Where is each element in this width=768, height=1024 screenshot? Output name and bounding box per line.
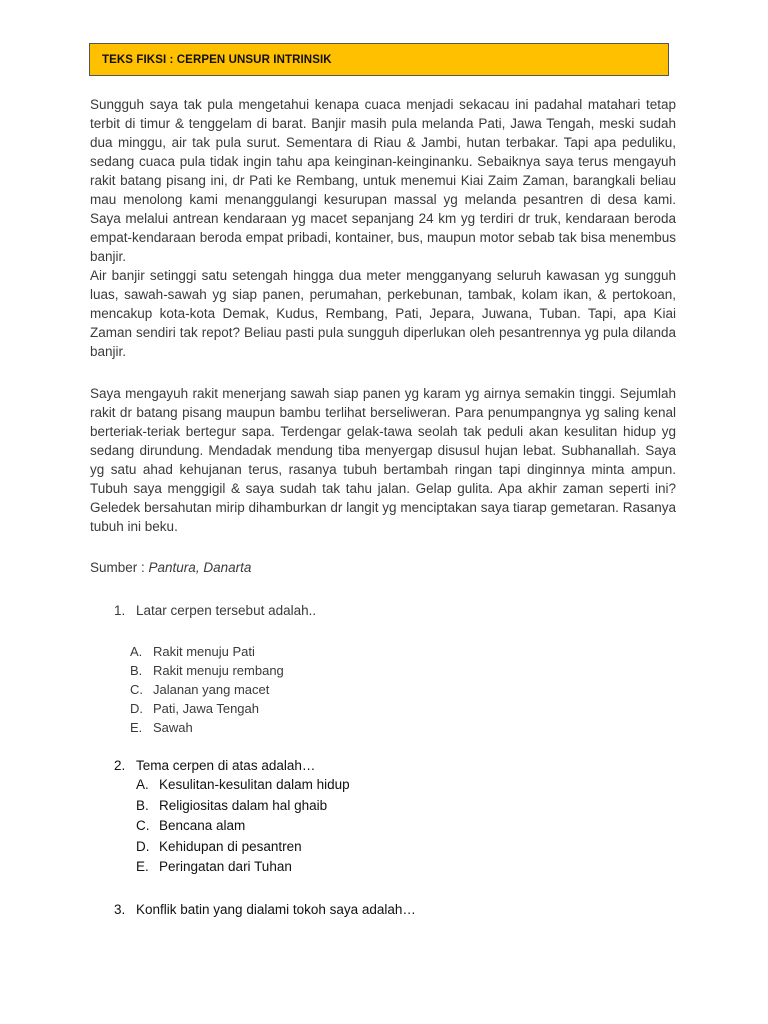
option-letter: C.: [130, 682, 143, 697]
option-letter: D.: [130, 701, 143, 716]
story-paragraph-3: Saya mengayuh rakit menerjang sawah siap panen yg karam yg airnya semakin tinggi. Sejumlah rakit dr batang pisang maupun bambu terlihat berseliweran. Para penumpangnya yg saling kenal berteriak-teriak bertegur sapa. Terdengar gelak-tawa seolah tak peduli akan kesulitan hidup yg sedang dirundung. Mendadak mendung tiba menyergap disusul hujan lebat. Subhanallah. Saya yg satu ahad kehujanan terus, rasanya tubuh bertambah ringan tapi dinginnya minta ampun. Tubuh saya menggigil & saya sudah tak tahu jalan. Gelap gulita. Apa akhir zaman seperti ini? Geledek bersahutan mirip dihamburkan dr langit yg menciptakan saya tiarap gemetaran. Rasanya tubuh ini beku.: [90, 386, 676, 534]
option-item: [130, 699, 284, 718]
question-text: Tema cerpen di atas adalah…: [136, 758, 316, 773]
question-text: Konflik batin yang dialami tokoh saya adalah…: [136, 902, 416, 917]
option-item: [136, 837, 350, 858]
option-letter: B.: [136, 797, 149, 813]
option-item: [136, 775, 350, 796]
option-letter: C.: [136, 818, 150, 833]
story-paragraph-1: [90, 95, 676, 361]
option-letter: A.: [136, 777, 149, 792]
option-text: Jalanan yang macet: [153, 682, 270, 697]
section-title: TEKS FIKSI : CERPEN UNSUR INTRINSIK: [102, 53, 332, 66]
option-text: Rakit menuju Pati: [153, 644, 255, 659]
option-item: [130, 661, 284, 680]
source-line: [90, 558, 251, 577]
option-letter: A.: [130, 644, 143, 659]
option-text: Pati, Jawa Tengah: [153, 701, 259, 716]
option-letter: D.: [136, 838, 150, 854]
question-2-options: [136, 775, 350, 878]
question-3: [114, 900, 416, 919]
option-item: [136, 816, 350, 837]
question-number: 2.: [114, 758, 126, 773]
option-letter: E.: [136, 859, 149, 874]
story-paragraph-1-text: Sungguh saya tak pula mengetahui kenapa cuaca menjadi sekacau ini padahal matahari tetap terbit di timur & tenggelam di barat. Banjir masih pula melanda Pati, Jawa Tengah, meski sudah dua minggu, air tak pula surut. Sementara di Riau & Jambi, hutan terbakar. Tapi apa peduliku, sedang cuaca pula tidak ingin tahu apa keinginan-keinginanku. Sebaiknya saya terus mengayuh rakit batang pisang ini, dr Pati ke Rembang, untuk menemui Kiai Zaim Zaman, barangkali beliau mau menolong kami menanggulangi kesurupan massal yg melanda pesantren di desa kami. Saya melalui antrean kendaraan yg macet sepanjang 24 km yg terdiri dr truk, kendaraan beroda empat-kendaraan beroda empat pribadi, kontainer, bus, maupun motor sebab tak bisa menembus banjir.: [90, 97, 676, 264]
option-text: Kehidupan di pesantren: [159, 838, 302, 854]
option-letter: E.: [130, 720, 143, 735]
option-text: Peringatan dari Tuhan: [159, 859, 292, 874]
option-text: Bencana alam: [159, 818, 246, 833]
question-number: 3.: [114, 902, 126, 917]
question-1-options: [130, 642, 284, 737]
option-item: [136, 796, 350, 817]
option-item: [130, 642, 284, 661]
question-text: Latar cerpen tersebut adalah..: [136, 603, 317, 618]
source-value: Pantura, Danarta: [148, 560, 252, 575]
option-letter: B.: [130, 663, 143, 678]
option-item: [136, 857, 350, 878]
option-item: [130, 680, 284, 699]
source-label: Sumber :: [90, 560, 149, 575]
option-text: Kesulitan-kesulitan dalam hidup: [159, 777, 350, 792]
question-2: [114, 756, 315, 775]
story-paragraph-2-text: Air banjir setinggi satu setengah hingga dua meter mengganyang seluruh kawasan yg sungguh luas, sawah-sawah yg siap panen, perumahan, perkebunan, tambak, kolam ikan, & pertokoan, mencakup kota-kota Demak, Kudus, Rembang, Pati, Jepara, Juwana, Tuban. Tapi, apa Kiai Zaman sendiri tak repot? Beliau pasti pula sungguh diperlukan oleh pesantrennya yg pula dilanda banjir.: [90, 268, 676, 359]
question-number: 1.: [114, 603, 126, 618]
option-text: Religiositas dalam hal ghaib: [159, 797, 328, 813]
question-1: [114, 601, 316, 620]
option-item: [130, 718, 284, 737]
option-text: Sawah: [153, 720, 193, 735]
option-text: Rakit menuju rembang: [153, 663, 284, 678]
section-title-box: [89, 43, 669, 76]
